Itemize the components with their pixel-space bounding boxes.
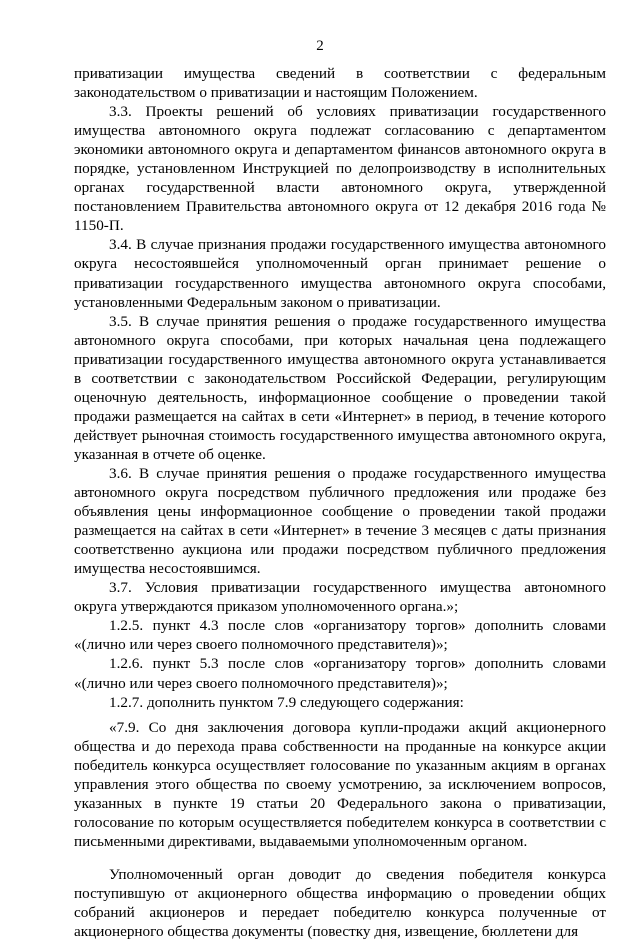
paragraph-3-4: 3.4. В случае признания продажи государственного имущества автономного округа несостоявшейся уполномоченный орган принимает решение о приватизации государственного имущества автономного округа способами, установленными Федеральным законом о приватизации. [74,236,606,311]
document-body [74,64,606,941]
paragraph-1-2-7: 1.2.7. дополнить пунктом 7.9 следующего содержания: [109,693,464,711]
paragraph-3-7: 3.7. Условия приватизации государственного имущества автономного округа утверждаются приказом уполномоченного органа.»; [74,579,606,616]
paragraph-1-2-5: 1.2.5. пункт 4.3 после слов «организатору торгов» дополнить словами «(лично или через своего полномочного представителя)»; [74,617,606,654]
page-number: 2 [316,38,324,54]
paragraph-3-3: 3.3. Проекты решений об условиях приватизации государственного имущества автономного округа подлежат согласованию с департаментом экономики автономного округа и департаментом финансов автономного округа в порядке, установленном Инструкцией по делопроизводству в исполнительных органах государственной власти автономного округа, утвержденной постановлением Правительства автономного округа от 12 декабря 2016 года № 1150-П. [74,103,606,235]
paragraph-7-9: «7.9. Со дня заключения договора купли-продажи акций акционерного общества и до перехода права собственности на проданные на конкурсе акции победитель конкурса осуществляет голосование по указанным акциям в органах управления этого общества по своему усмотрению, за исключением вопросов, указанных в пункте 19 статьи 20 Федерального закона о приватизации, голосование по которым осуществляется победителем конкурса в соответствии с письменными директивами, выдаваемыми уполномоченным органом. [74,718,606,850]
paragraph-authorized-body: Уполномоченный орган доводит до сведения победителя конкурса поступившую от акционерного общества информацию о проведении общих собраний акционеров и передает победителю конкурса полученные от акционерного общества документы (повестку дня, извещение, бюллетени для [74,865,606,941]
paragraph-3-5: 3.5. В случае принятия решения о продаже государственного имущества автономного округа способами, при которых начальная цена подлежащего приватизации государственного имущества автономного округа устанавливается в соответствии с законодательством Российской Федерации, регулирующим оценочную деятельность, информационное сообщение о проведении такой продажи размещается на сайтах в сети «Интернет» в период, в течение которого действует рыночная стоимость государственного имущества автономного округа, указанная в отчете об оценке. [74,312,606,463]
paragraph-3-6: 3.6. В случае принятия решения о продаже государственного имущества автономного округа посредством публичного предложения или продаже без объявления цены информационное сообщение о проведении такой продажи размещается на сайтах в сети «Интернет» в течение 3 месяцев с даты признания соответственно аукциона или продажи посредством публичного предложения имущества несостоявшимся. [74,464,606,578]
paragraph-1-2-6: 1.2.6. пункт 5.3 после слов «организатору торгов» дополнить словами «(лично или через своего полномочного представителя)»; [74,655,606,692]
paragraph-continuation: приватизации имущества сведений в соответствии с федеральным законодательством о приватизации и настоящим Положением. [74,65,606,102]
